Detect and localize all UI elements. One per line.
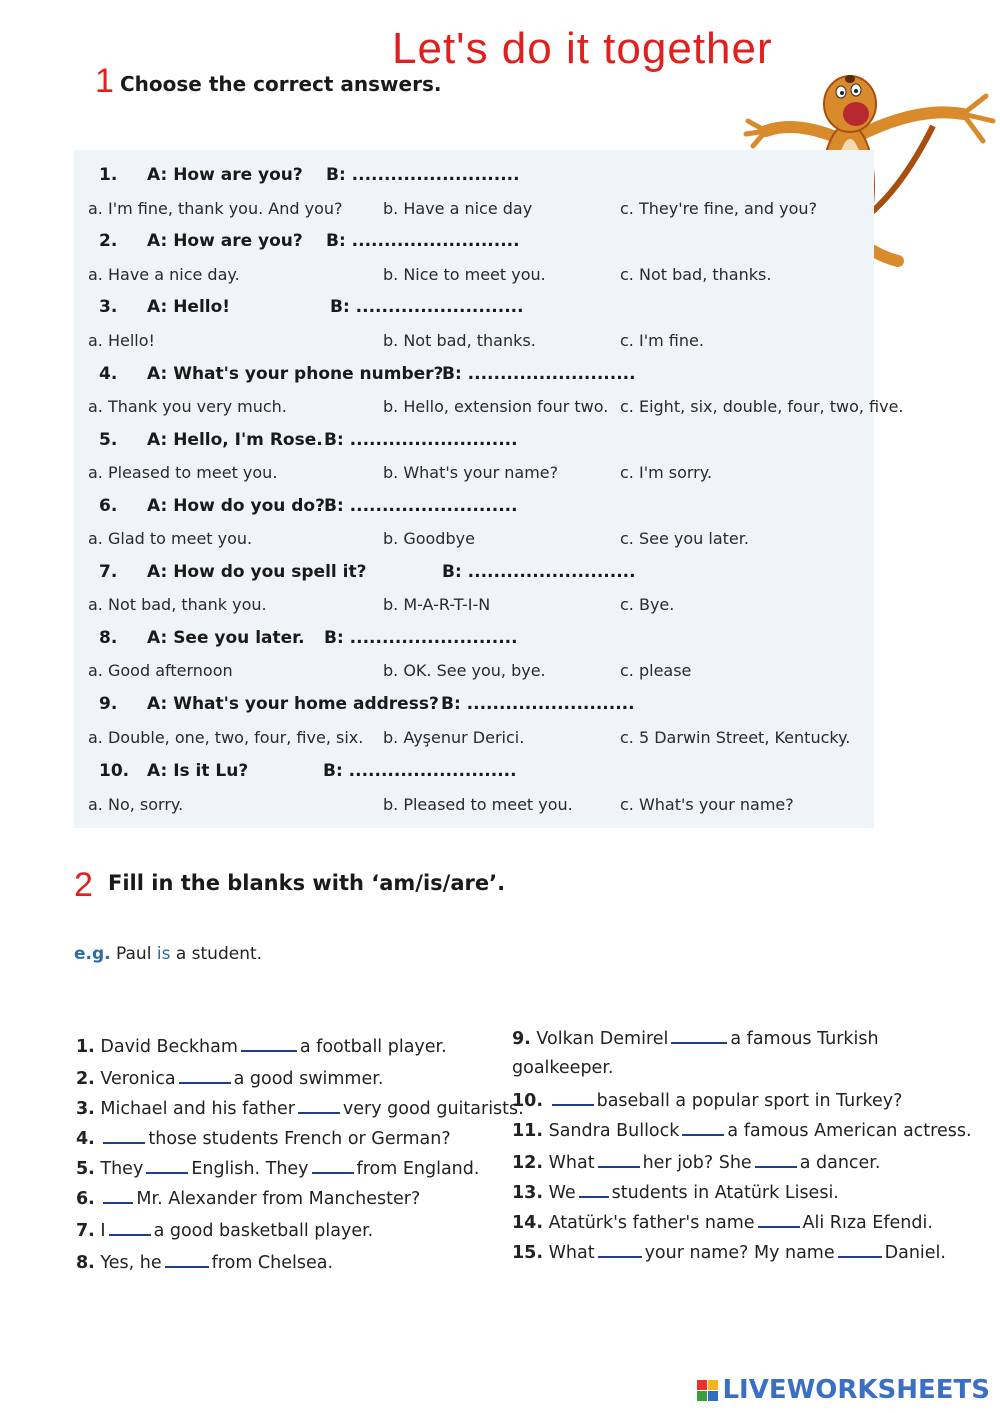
sentence-part: Yes, he (100, 1253, 162, 1273)
sentence-part: Veronica (100, 1069, 176, 1089)
example-word: is (156, 944, 171, 964)
option-c[interactable]: c. please (620, 661, 692, 680)
example-sentence (74, 944, 262, 964)
sentence-number: 7. (76, 1221, 95, 1241)
sentence-part: Michael and his father (100, 1099, 295, 1119)
option-b[interactable]: b. Have a nice day (383, 199, 533, 218)
option-a[interactable]: a. Not bad, thank you. (88, 595, 267, 614)
sentence-number: 3. (76, 1099, 95, 1119)
option-b[interactable]: b. What's your name? (383, 463, 559, 482)
sentence-part: They (100, 1159, 144, 1179)
answer-blank[interactable] (682, 1118, 724, 1136)
question-prompt: A: How do you spell it? (147, 562, 367, 582)
sentence-part: a football player. (299, 1037, 447, 1057)
question-number: 4. (99, 364, 118, 384)
fill-sentence-right-1 (512, 1026, 879, 1049)
fill-sentence-left-6 (76, 1186, 420, 1209)
sentence-part: students in Atatürk Lisesi. (611, 1183, 839, 1203)
fill-sentence-left-7 (76, 1218, 373, 1241)
sentence-number: 8. (76, 1253, 95, 1273)
example-label: e.g. (74, 944, 111, 964)
option-b[interactable]: b. OK. See you, bye. (383, 661, 546, 680)
answer-blank[interactable] (758, 1210, 800, 1228)
answer-blank[interactable] (103, 1186, 133, 1204)
question-5 (99, 430, 323, 450)
sentence-number: 4. (76, 1129, 95, 1149)
sentence-part: Sandra Bullock (548, 1121, 680, 1141)
sentence-number: 5. (76, 1159, 95, 1179)
sentence-part: a famous Turkish (730, 1029, 879, 1049)
question-6 (99, 496, 325, 516)
sentence-part: baseball a popular sport in Turkey? (596, 1091, 903, 1111)
fill-sentence-right-2 (512, 1058, 613, 1078)
answer-blank[interactable] (579, 1180, 609, 1198)
liveworksheets-logo-icon (697, 1380, 718, 1401)
answer-blank[interactable]: B: .......................... (324, 430, 518, 450)
option-a[interactable]: a. Double, one, two, four, five, six. (88, 728, 364, 747)
answer-blank[interactable] (146, 1156, 188, 1174)
option-b[interactable]: b. Hello, extension four two. (383, 397, 609, 416)
question-number: 5. (99, 430, 118, 450)
sentence-number: 1. (76, 1037, 95, 1057)
fill-sentence-right-3 (512, 1088, 902, 1111)
sentence-part: her job? She (642, 1153, 752, 1173)
option-b[interactable]: b. Nice to meet you. (383, 265, 546, 284)
sentence-part: Mr. Alexander from Manchester? (136, 1189, 421, 1209)
sentence-number: 13. (512, 1183, 544, 1203)
sentence-part: those students French or German? (148, 1129, 451, 1149)
answer-blank[interactable]: B: .......................... (442, 562, 636, 582)
sentence-number: 9. (512, 1029, 531, 1049)
section-1-number: 1 (95, 62, 114, 100)
option-c[interactable]: c. I'm fine. (620, 331, 704, 350)
option-b[interactable]: b. Not bad, thanks. (383, 331, 536, 350)
question-prompt: A: How are you? (147, 165, 303, 185)
question-10 (99, 761, 248, 781)
sentence-part: We (548, 1183, 576, 1203)
question-number: 6. (99, 496, 118, 516)
question-2 (99, 231, 303, 251)
fill-sentence-left-1 (76, 1034, 447, 1057)
sentence-part: from England. (356, 1159, 480, 1179)
answer-blank[interactable] (103, 1126, 145, 1144)
option-c[interactable]: c. 5 Darwin Street, Kentucky. (620, 728, 851, 747)
question-number: 3. (99, 297, 118, 317)
answer-blank[interactable] (838, 1240, 882, 1258)
question-prompt: A: What's your home address? (147, 694, 439, 714)
example-before: Paul (110, 944, 157, 964)
sentence-part: very good guitarists. (342, 1099, 524, 1119)
section-1-heading: Choose the correct answers. (120, 72, 442, 96)
option-a[interactable]: a. I'm fine, thank you. And you? (88, 199, 343, 218)
sentence-part: What (548, 1243, 595, 1263)
answer-blank[interactable] (552, 1088, 594, 1106)
sentence-part: a famous American actress. (727, 1121, 972, 1141)
answer-blank[interactable]: B: .......................... (323, 761, 517, 781)
question-prompt: A: Is it Lu? (147, 761, 249, 781)
sentence-part: David Beckham (100, 1037, 238, 1057)
fill-sentence-left-4 (76, 1126, 451, 1149)
fill-sentence-left-8 (76, 1250, 333, 1273)
answer-blank[interactable] (109, 1218, 151, 1236)
question-4 (99, 364, 443, 384)
answer-blank[interactable]: B: .......................... (324, 496, 518, 516)
question-3 (99, 297, 230, 317)
option-a[interactable]: a. Good afternoon (88, 661, 233, 680)
sentence-part: your name? My name (644, 1243, 835, 1263)
answer-blank[interactable]: B: .......................... (441, 694, 635, 714)
question-prompt: A: How do you do? (147, 496, 325, 516)
sentence-part: Daniel. (884, 1243, 946, 1263)
answer-blank[interactable] (179, 1066, 231, 1084)
fill-sentence-right-4 (512, 1118, 972, 1141)
option-b[interactable]: b. M-A-R-T-I-N (383, 595, 491, 614)
option-c[interactable]: c. I'm sorry. (620, 463, 713, 482)
sentence-part: Volkan Demirel (536, 1029, 669, 1049)
answer-blank[interactable]: B: .......................... (442, 364, 636, 384)
question-number: 9. (99, 694, 118, 714)
sentence-part: a good swimmer. (233, 1069, 384, 1089)
question-9 (99, 694, 439, 714)
option-c[interactable]: c. Not bad, thanks. (620, 265, 772, 284)
answer-blank[interactable]: B: .......................... (324, 628, 518, 648)
sentence-number: 15. (512, 1243, 544, 1263)
option-c[interactable]: c. Eight, six, double, four, two, five. (620, 397, 904, 416)
answer-blank[interactable] (671, 1026, 727, 1044)
option-a[interactable]: a. Glad to meet you. (88, 529, 253, 548)
option-a[interactable]: a. Hello! (88, 331, 155, 350)
sentence-part: Atatürk's father's name (548, 1213, 755, 1233)
sentence-number: 11. (512, 1121, 544, 1141)
answer-blank[interactable] (598, 1240, 642, 1258)
sentence-part: a dancer. (799, 1153, 881, 1173)
answer-blank[interactable] (241, 1034, 297, 1052)
question-8 (99, 628, 305, 648)
fill-sentence-right-5 (512, 1150, 880, 1173)
sentence-number: 10. (512, 1091, 544, 1111)
option-c[interactable]: c. See you later. (620, 529, 749, 548)
sentence-number: 2. (76, 1069, 95, 1089)
fill-sentence-left-5 (76, 1156, 479, 1179)
fill-sentence-right-6 (512, 1180, 839, 1203)
section-2-number: 2 (74, 866, 93, 904)
answer-blank[interactable] (755, 1150, 797, 1168)
example-after: a student. (170, 944, 263, 964)
section-2-heading: Fill in the blanks with ‘am/is/are’. (108, 871, 506, 895)
option-a[interactable]: a. Pleased to meet you. (88, 463, 278, 482)
option-c[interactable]: c. They're fine, and you? (620, 199, 818, 218)
sentence-part: I (100, 1221, 106, 1241)
sentence-part: What (548, 1153, 595, 1173)
option-c[interactable]: c. Bye. (620, 595, 675, 614)
question-number: 2. (99, 231, 118, 251)
fill-sentence-left-3 (76, 1096, 524, 1119)
fill-sentence-right-8 (512, 1240, 946, 1263)
answer-blank[interactable] (598, 1150, 640, 1168)
answer-blank[interactable] (298, 1096, 340, 1114)
question-prompt: A: See you later. (147, 628, 305, 648)
option-b[interactable]: b. Ayşenur Derici. (383, 728, 525, 747)
option-a[interactable]: a. Thank you very much. (88, 397, 287, 416)
sentence-number: 14. (512, 1213, 544, 1233)
question-prompt: A: How are you? (147, 231, 303, 251)
answer-blank[interactable]: B: .......................... (330, 297, 524, 317)
sentence-part: goalkeeper. (512, 1058, 614, 1078)
option-a[interactable]: a. Have a nice day. (88, 265, 240, 284)
answer-blank[interactable]: B: .......................... (326, 165, 520, 185)
question-number: 10. (99, 761, 130, 781)
question-prompt: A: What's your phone number? (147, 364, 444, 384)
answer-blank[interactable] (165, 1250, 209, 1268)
sentence-part: English. They (191, 1159, 309, 1179)
sentence-part: Ali Rıza Efendi. (802, 1213, 933, 1233)
answer-blank[interactable] (312, 1156, 354, 1174)
sentence-part: from Chelsea. (211, 1253, 334, 1273)
sentence-part: a good basketball player. (153, 1221, 374, 1241)
sentence-number: 12. (512, 1153, 544, 1173)
question-1 (99, 165, 303, 185)
question-number: 1. (99, 165, 118, 185)
page-title: Let's do it together (392, 24, 773, 73)
option-b[interactable]: b. Goodbye (383, 529, 475, 548)
option-c[interactable]: c. What's your name? (620, 795, 794, 814)
sentence-number: 6. (76, 1189, 95, 1209)
fill-sentence-right-7 (512, 1210, 933, 1233)
question-prompt: A: Hello, I'm Rose. (147, 430, 323, 450)
exercise-1-block (74, 150, 874, 828)
fill-sentence-left-2 (76, 1066, 383, 1089)
question-number: 7. (99, 562, 118, 582)
question-prompt: A: Hello! (147, 297, 231, 317)
question-number: 8. (99, 628, 118, 648)
liveworksheets-watermark (697, 1375, 990, 1405)
answer-blank[interactable]: B: .......................... (326, 231, 520, 251)
watermark-text: LIVEWORKSHEETS (722, 1375, 990, 1405)
option-a[interactable]: a. No, sorry. (88, 795, 184, 814)
question-7 (99, 562, 366, 582)
option-b[interactable]: b. Pleased to meet you. (383, 795, 573, 814)
